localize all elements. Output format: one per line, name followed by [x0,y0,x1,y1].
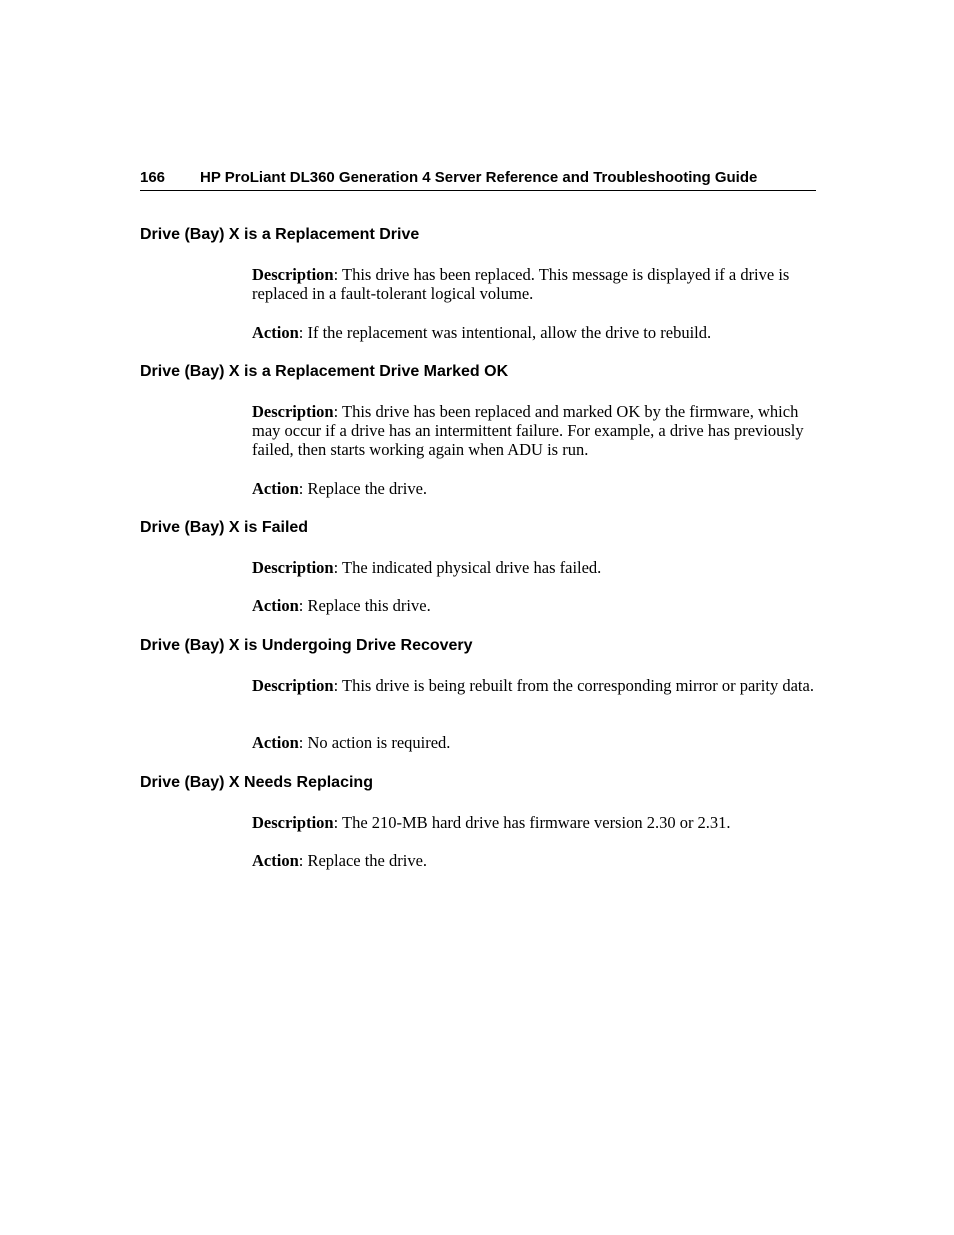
description-text: : The indicated physical drive has failed. [333,558,602,577]
action-text: : Replace the drive. [298,851,428,870]
header-title: HP ProLiant DL360 Generation 4 Server Reference and Troubleshooting Guide [200,169,758,186]
description-label: Description [252,402,334,421]
description-text: : The 210-MB hard drive has firmware version 2.30 or 2.31. [333,813,731,832]
action-paragraph [252,851,818,870]
description-paragraph [252,558,818,577]
action-label: Action [252,596,299,615]
action-text: : Replace the drive. [298,479,428,498]
description-label: Description [252,813,334,832]
action-paragraph [252,323,818,342]
action-text: : No action is required. [298,733,451,752]
description-label: Description [252,265,334,284]
description-paragraph [252,813,818,832]
description-paragraph [252,676,818,695]
action-label: Action [252,733,299,752]
action-text: : Replace this drive. [298,596,431,615]
action-label: Action [252,851,299,870]
section-heading: Drive (Bay) X is Failed [140,519,309,536]
description-text: : This drive has been replaced and marked OK by the firmware, which may occur if a drive has an intermittent failure. For example, a drive has previously failed, then starts working again when ADU is run. [252,402,804,459]
running-header [140,168,816,191]
page-number: 166 [140,169,166,186]
description-text: : This drive is being rebuilt from the corresponding mirror or parity data. [333,676,814,695]
section-heading: Drive (Bay) X is a Replacement Drive [140,226,420,243]
description-label: Description [252,676,334,695]
section-heading: Drive (Bay) X Needs Replacing [140,774,373,791]
action-paragraph [252,733,818,752]
action-label: Action [252,323,299,342]
section-heading: Drive (Bay) X is a Replacement Drive Marked OK [140,363,509,380]
action-label: Action [252,479,299,498]
description-label: Description [252,558,334,577]
section-heading: Drive (Bay) X is Undergoing Drive Recovery [140,637,473,654]
description-paragraph [252,265,818,303]
description-paragraph [252,402,818,459]
description-text: : This drive has been replaced. This message is displayed if a drive is replaced in a fault-tolerant logical volume. [252,265,790,303]
action-text: : If the replacement was intentional, allow the drive to rebuild. [298,323,712,342]
action-paragraph [252,479,818,498]
action-paragraph [252,596,818,615]
